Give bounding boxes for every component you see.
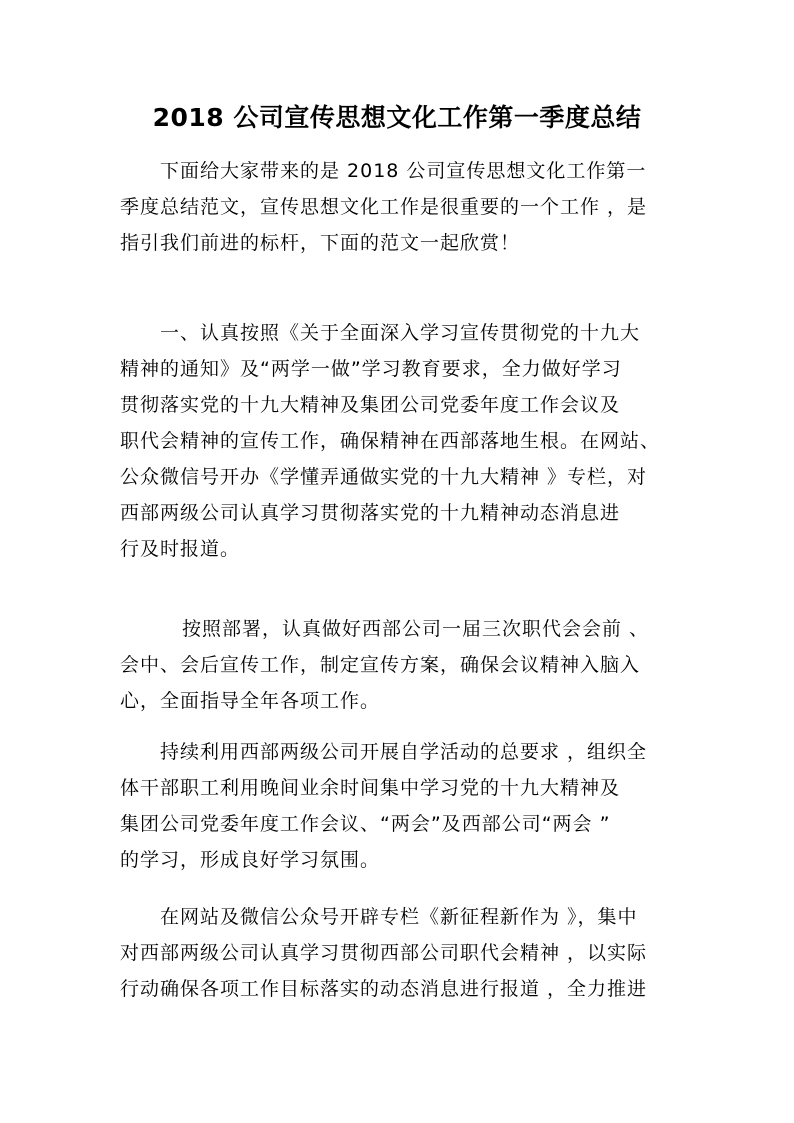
text-line: 一、认真按照《关于全面深入学习宣传贯彻党的十九大 xyxy=(160,322,641,344)
section-1-paragraph xyxy=(120,315,675,567)
paragraph-4 xyxy=(120,899,675,1007)
text-line: 精神的通知》及“两学一做”学习教育要求，全力做好学习 xyxy=(120,358,622,380)
text-line: 按照部署，认真做好西部公司一届三次职代会会前 、 xyxy=(182,618,650,640)
text-line: 贯彻落实党的十九大精神及集团公司党委年度工作会议及 xyxy=(120,394,621,416)
text-line: 的学习，形成良好学习氛围。 xyxy=(120,849,381,871)
document-title: 2018 公司宣传思想文化工作第一季度总结 xyxy=(152,103,642,132)
text-line: 行及时报道。 xyxy=(120,538,241,560)
text-line: 心，全面指导全年各项工作。 xyxy=(120,690,381,712)
text-line: 对西部两级公司认真学习贯彻西部公司职代会精神 ，以实际 xyxy=(120,942,648,964)
text-line: 会中、会后宣传工作，制定宣传方案，确保会议精神入脑入 xyxy=(120,654,641,676)
text-line: 体干部职工利用晚间业余时间集中学习党的十九大精神及 xyxy=(120,777,621,799)
text-line: 职代会精神的宣传工作，确保精神在西部落地生根。在网站、 xyxy=(120,430,661,452)
text-line: 季度总结范文，宣传思想文化工作是很重要的一个工作 ，是 xyxy=(120,196,648,218)
paragraph-2 xyxy=(120,611,675,719)
intro-paragraph xyxy=(120,153,675,261)
text-line: 指引我们前进的标杆，下面的范文一起欣赏！ xyxy=(120,232,521,254)
text-line: 行动确保各项工作目标落实的动态消息进行报道 ，全力推进 xyxy=(120,978,648,1000)
text-line: 在网站及微信公众号开辟专栏《新征程新作为 》，集中 xyxy=(160,906,638,928)
text-line: 集团公司党委年度工作会议、“两会”及西部公司“两会 ” xyxy=(120,813,611,835)
text-line: 公众微信号开办《学懂弄通做实党的十九大精神 》专栏，对 xyxy=(120,466,648,488)
paragraph-3 xyxy=(120,734,675,878)
text-line: 持续利用西部两级公司开展自学活动的总要求 ，组织全 xyxy=(160,741,648,763)
text-line: 下面给大家带来的是 2018 公司宣传思想文化工作第一 xyxy=(160,160,647,182)
text-line: 西部两级公司认真学习贯彻落实党的十九精神动态消息进 xyxy=(120,502,621,524)
